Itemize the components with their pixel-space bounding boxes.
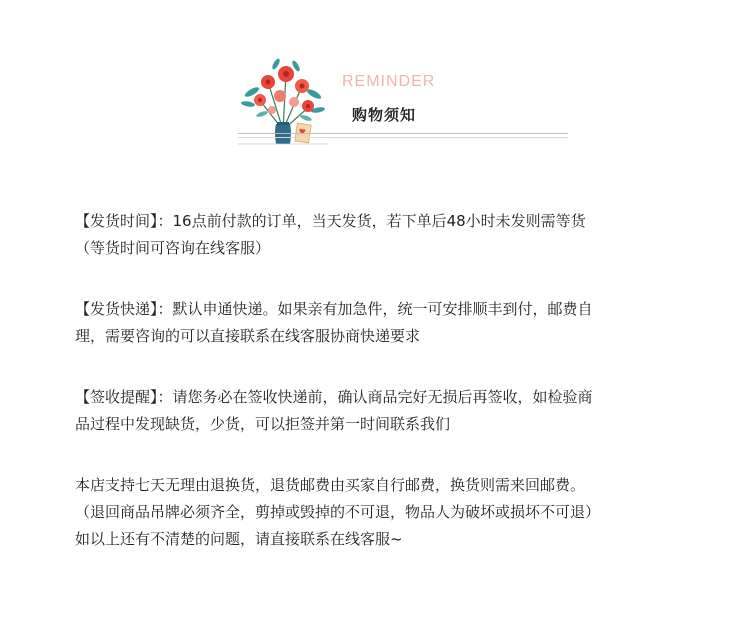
notice-line: 如以上还有不清楚的问题，请直接联系在线客服~ <box>75 530 403 548</box>
shopping-notice-body <box>75 208 680 553</box>
reminder-title-en: REMINDER <box>342 73 436 90</box>
notice-returns <box>75 472 680 553</box>
notice-line: 理，需要咨询的可以直接联系在线客服协商快递要求 <box>75 327 421 345</box>
notice-line: （等货时间可咨询在线客服） <box>75 239 271 257</box>
notice-signing <box>75 384 680 438</box>
header-divider-secondary <box>238 137 568 138</box>
header-divider <box>238 133 568 134</box>
notice-line: 【发货时间】：16点前付款的订单，当天发货，若下单后48小时未发则需等货 <box>75 212 586 230</box>
reminder-title-cn: 购物须知 <box>352 106 417 124</box>
notice-line: （退回商品吊牌必须齐全，剪掉或毁掉的不可退，物品人为破坏或损坏不可退） <box>75 503 601 521</box>
notice-courier <box>75 296 680 350</box>
notice-shipping-time <box>75 208 680 262</box>
notice-line: 本店支持七天无理由退换货，退货邮费由买家自行邮费，换货则需来回邮费。 <box>75 476 586 494</box>
notice-line: 【发货快递】：默认申通快递。如果亲有加急件，统一可安排顺丰到付，邮费自 <box>75 300 593 318</box>
notice-line: 品过程中发现缺货，少货，可以拒签并第一时间联系我们 <box>75 415 451 433</box>
reminder-header <box>0 0 750 160</box>
notice-line: 【签收提醒】：请您务必在签收快递前，确认商品完好无损后再签收，如检验商 <box>75 388 593 406</box>
